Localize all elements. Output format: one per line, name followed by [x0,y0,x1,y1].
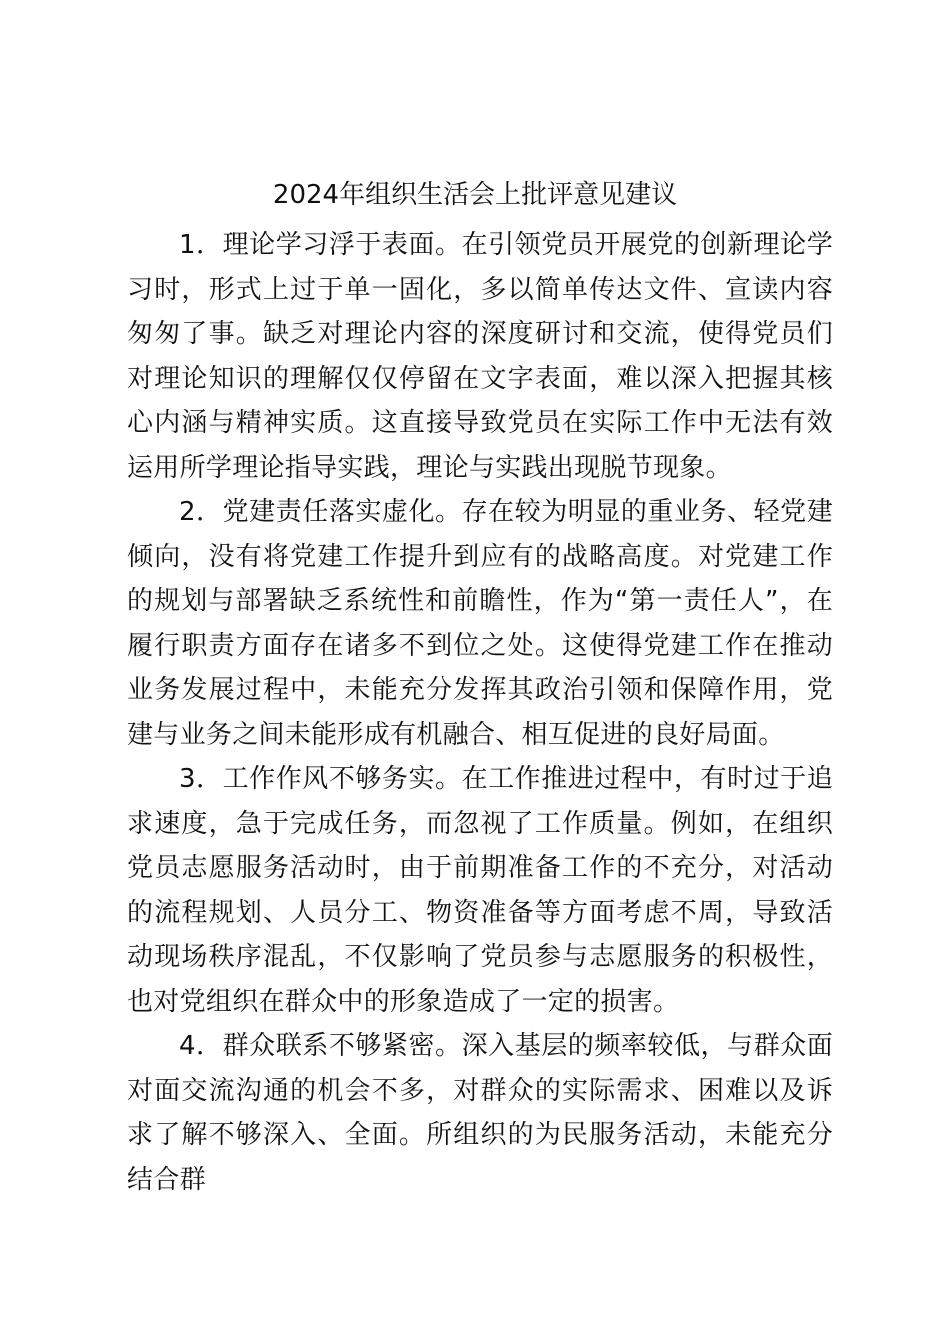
paragraph-1: 1．理论学习浮于表面。在引领党员开展党的创新理论学习时，形式上过于单一固化，多以简单传达文件、宣读内容匆匆了事。缺乏对理论内容的深度研讨和交流，使得党员们对理论知识的理解仅仅停留在文字表面，难以深入把握其核心内涵与精神实质。这直接导致党员在实际工作中无法有效运用所学理论指导实践，理论与实践出现脱节现象。 [127,230,833,483]
document-body [127,223,833,1202]
paragraph-4: 4．群众联系不够紧密。深入基层的频率较低，与群众面对面交流沟通的机会不多，对群众的实际需求、困难以及诉求了解不够深入、全面。所组织的为民服务活动，未能充分结合群 [127,1031,833,1195]
document-title: 2024年组织生活会上批评意见建议 [272,180,678,210]
paragraph-2: 2．党建责任落实虚化。存在较为明显的重业务、轻党建倾向，没有将党建工作提升到应有的战略高度。对党建工作的规划与部署缺乏系统性和前瞻性，作为“第一责任人”，在履行职责方面存在诸多不到位之处。这使得党建工作在推动业务发展过程中，未能充分发挥其政治引领和保障作用，党建与业务之间未能形成有机融合、相互促进的良好局面。 [127,497,833,750]
paragraph-3: 3．工作作风不够务实。在工作推进过程中，有时过于追求速度，急于完成任务，而忽视了工作质量。例如，在组织党员志愿服务活动时，由于前期准备工作的不充分，对活动的流程规划、人员分工、物资准备等方面考虑不周，导致活动现场秩序混乱，不仅影响了党员参与志愿服务的积极性，也对党组织在群众中的形象造成了一定的损害。 [127,764,833,1017]
